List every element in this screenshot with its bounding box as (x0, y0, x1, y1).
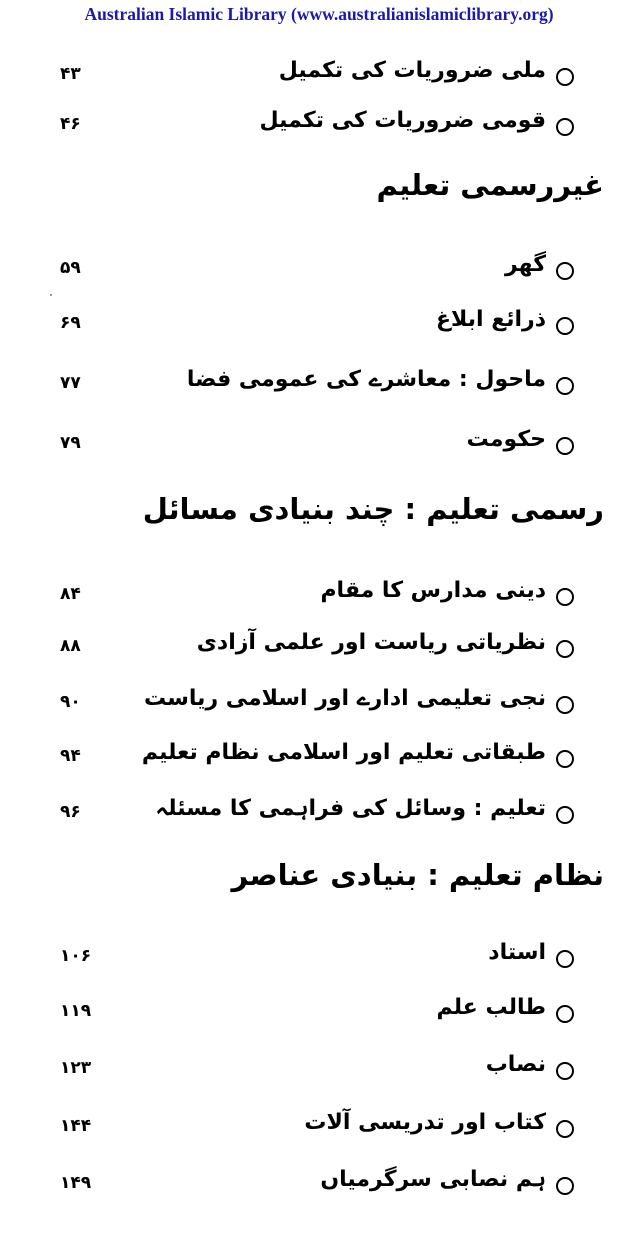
circle-bullet-icon (556, 640, 574, 658)
entry-title: گھر (504, 252, 546, 277)
section-heading: رسمی تعلیم : چند بنیادی مسائل (142, 492, 604, 526)
toc-entry (0, 794, 638, 834)
library-header: Australian Islamic Library (www.australianislamiclibrary.org) (84, 4, 554, 24)
circle-bullet-icon (556, 1177, 574, 1195)
entry-title: نصاب (485, 1052, 546, 1077)
entry-title: طبقاتی تعلیم اور اسلامی نظام تعلیم (141, 740, 546, 765)
circle-bullet-icon (556, 437, 574, 455)
page-number: ۴۳ (60, 64, 81, 84)
page-number: ۸۴ (60, 584, 81, 604)
entry-title: استاد (488, 940, 546, 965)
toc-entry (0, 305, 638, 345)
toc-entry (0, 425, 638, 465)
circle-bullet-icon (556, 750, 574, 768)
circle-bullet-icon (556, 1062, 574, 1080)
entry-title: نظریاتی ریاست اور علمی آزادی (196, 630, 546, 655)
page-number: ۷۷ (60, 373, 81, 393)
toc-entry (0, 738, 638, 778)
page-number: ۸۸ (60, 636, 81, 656)
toc-entry (0, 1050, 638, 1090)
page-number: ۱۴۹ (60, 1173, 92, 1193)
circle-bullet-icon (556, 1005, 574, 1023)
circle-bullet-icon (556, 588, 574, 606)
circle-bullet-icon (556, 377, 574, 395)
toc-entry (0, 993, 638, 1033)
entry-title: ملی ضروریات کی تکمیل (278, 58, 546, 83)
toc-entry (0, 938, 638, 978)
entry-title: ماحول : معاشرے کی عمومی فضا (186, 367, 546, 392)
circle-bullet-icon (556, 262, 574, 280)
toc-entry (0, 106, 638, 146)
entry-title: دینی مدارس کا مقام (320, 578, 546, 603)
section-heading: غیررسمی تعلیم (376, 168, 604, 202)
circle-bullet-icon (556, 806, 574, 824)
entry-title: نجی تعلیمی ادارے اور اسلامی ریاست (144, 686, 546, 711)
page-number: ۱۰۶ (60, 946, 92, 966)
toc-entry (0, 56, 638, 96)
toc-entry (0, 576, 638, 616)
page-number: ۹۰ (60, 692, 81, 712)
entry-title: حکومت (466, 427, 546, 452)
circle-bullet-icon (556, 1120, 574, 1138)
entry-title: ذرائع ابلاغ (436, 307, 546, 332)
section-heading: نظام تعلیم : بنیادی عناصر (231, 858, 604, 892)
page-number: ۶۹ (60, 313, 81, 333)
circle-bullet-icon (556, 950, 574, 968)
circle-bullet-icon (556, 696, 574, 714)
entry-title: ہم نصابی سرگرمیاں (320, 1167, 546, 1192)
entry-title: قومی ضروریات کی تکمیل (259, 108, 546, 133)
entry-title: کتاب اور تدریسی آلات (304, 1110, 546, 1135)
circle-bullet-icon (556, 317, 574, 335)
page-number: ۱۱۹ (60, 1001, 92, 1021)
toc-entry (0, 628, 638, 668)
circle-bullet-icon (556, 118, 574, 136)
toc-entry (0, 250, 638, 290)
page-number: ۴۶ (60, 114, 81, 134)
page-number: ۷۹ (60, 433, 81, 453)
toc-entry (0, 684, 638, 724)
page-number: ۱۲۳ (60, 1058, 92, 1078)
page-number: ۹۶ (60, 802, 81, 822)
circle-bullet-icon (556, 68, 574, 86)
toc-entry (0, 365, 638, 405)
page-number: ۱۴۴ (60, 1116, 92, 1136)
page-number: ۹۴ (60, 746, 81, 766)
page-number: ۵۹ (60, 258, 81, 278)
toc-entry (0, 1165, 638, 1205)
entry-title: تعلیم : وسائل کی فراہمی کا مسئلہ (155, 796, 546, 821)
toc-entry (0, 1108, 638, 1148)
entry-title: طالب علم (436, 995, 546, 1020)
